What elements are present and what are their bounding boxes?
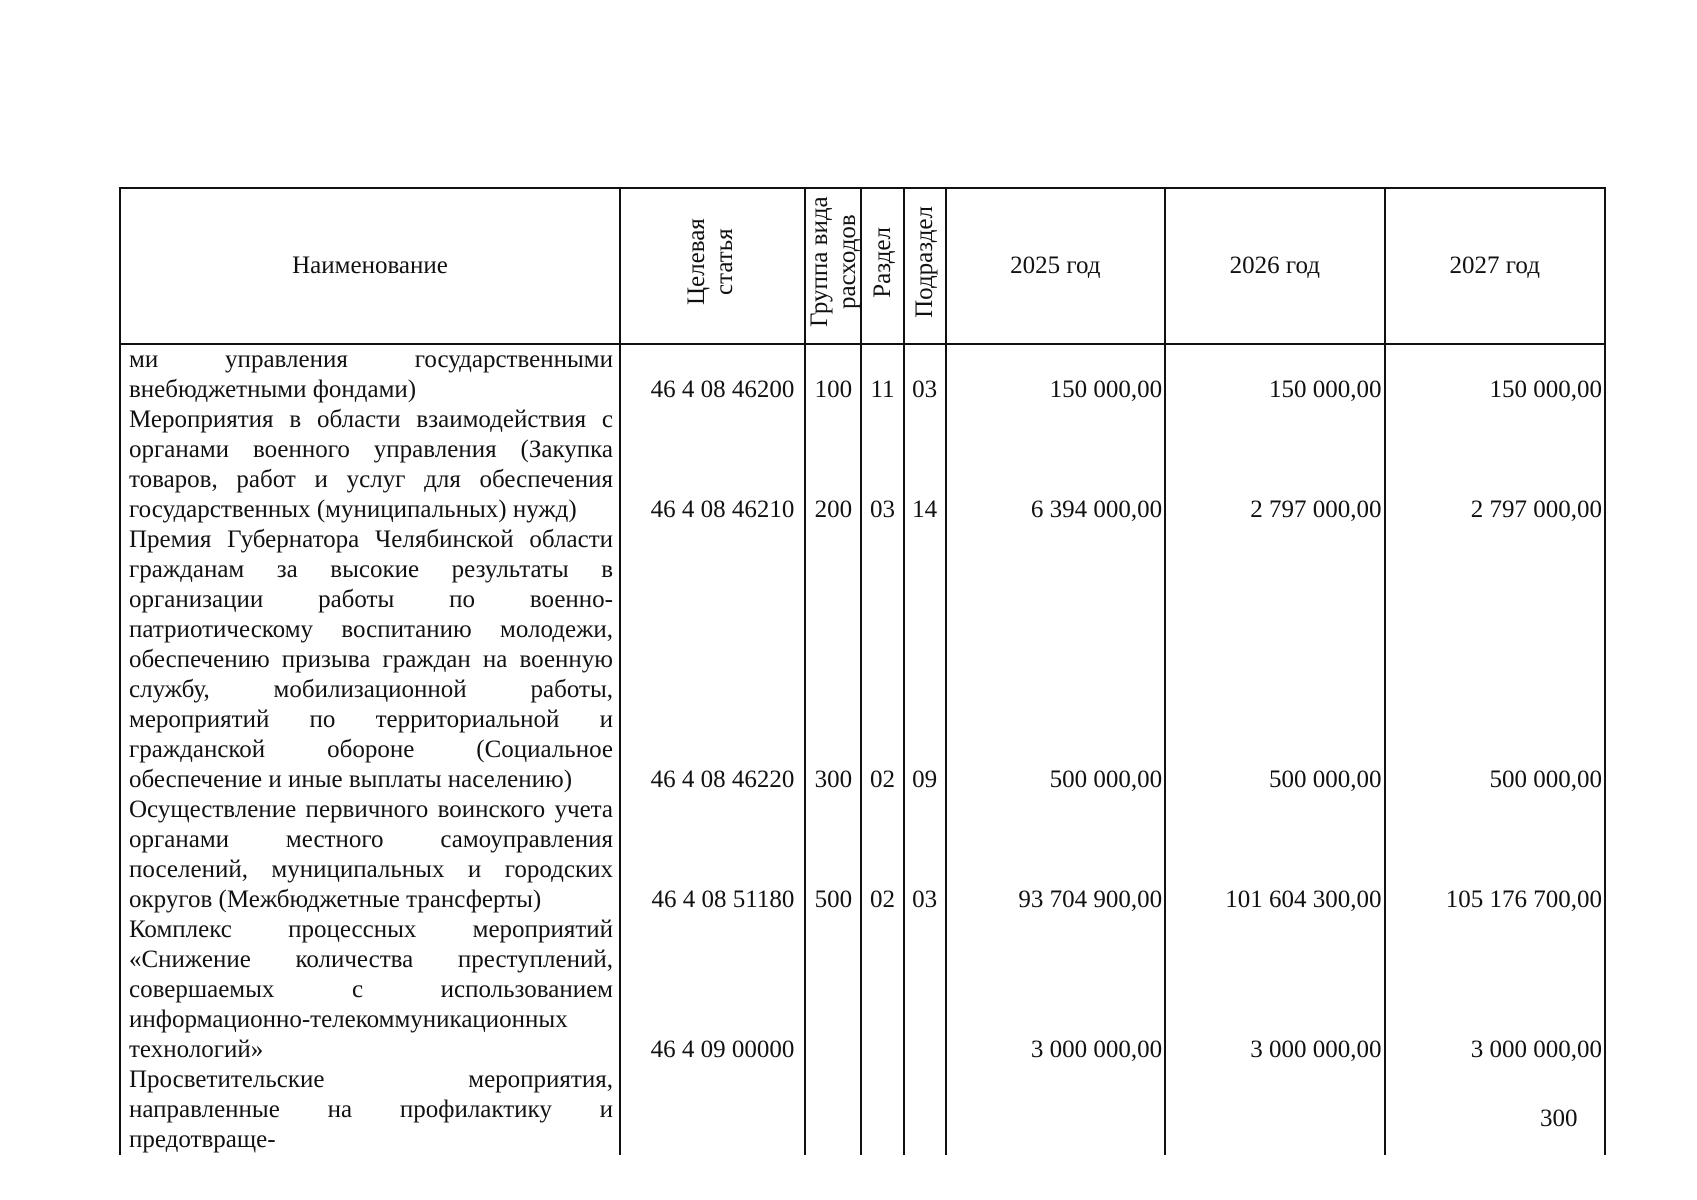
- header-subsection: Подраздел: [904, 188, 946, 344]
- row-subsection: [904, 915, 946, 1065]
- row-name: ми управления государственными внебюджетными фондами): [120, 344, 620, 405]
- row-2027: 2 797 000,00: [1385, 405, 1606, 525]
- row-subsection: 03: [904, 344, 946, 405]
- row-2025: 6 394 000,00: [946, 405, 1165, 525]
- header-2025: 2025 год: [946, 188, 1165, 344]
- row-expense-group: 200: [805, 405, 861, 525]
- row-expense-group: [805, 1065, 861, 1155]
- table-row: [120, 405, 1605, 525]
- row-code: 46 4 08 46220: [620, 525, 805, 795]
- row-2027: 150 000,00: [1385, 344, 1606, 405]
- row-2027: 3 000 000,00: [1385, 915, 1606, 1065]
- row-name: Осуществление первичного воинского учета органами местного самоуправления поселений, муниципальных и городских округов (Межбюджетные трансферты): [120, 795, 620, 915]
- row-2026: 101 604 300,00: [1165, 795, 1384, 915]
- row-name: Мероприятия в области взаимодействия с органами военного управления (Закупка товаров, работ и услуг для обеспечения государственных (муниципальных) нужд): [120, 405, 620, 525]
- row-code: [620, 1065, 805, 1155]
- table-row: [120, 915, 1605, 1065]
- row-name: Комплекс процессных мероприятий «Снижение количества преступлений, совершаемых с использованием информационно-телекоммуникационных технологий»: [120, 915, 620, 1065]
- row-section: [861, 1065, 903, 1155]
- row-2026: [1165, 1065, 1384, 1155]
- budget-table: [119, 187, 1606, 1155]
- table-row: [120, 1065, 1605, 1155]
- table-row: [120, 795, 1605, 915]
- header-2027: 2027 год: [1385, 188, 1606, 344]
- row-2025: 3 000 000,00: [946, 915, 1165, 1065]
- row-2025: 93 704 900,00: [946, 795, 1165, 915]
- row-section: 02: [861, 525, 903, 795]
- row-code: 46 4 08 46200: [620, 344, 805, 405]
- row-section: 11: [861, 344, 903, 405]
- row-2025: 500 000,00: [946, 525, 1165, 795]
- row-2026: 500 000,00: [1165, 525, 1384, 795]
- row-name: Просветительские мероприятия, направленные на профилактику и предотвраще-: [120, 1065, 620, 1155]
- table-row: [120, 525, 1605, 795]
- row-section: 02: [861, 795, 903, 915]
- row-section: 03: [861, 405, 903, 525]
- row-subsection: 14: [904, 405, 946, 525]
- page-number: 300: [1540, 1105, 1578, 1132]
- row-2026: 3 000 000,00: [1165, 915, 1384, 1065]
- row-expense-group: 100: [805, 344, 861, 405]
- header-target-article: Целевая статья: [620, 188, 805, 344]
- row-2025: [946, 1065, 1165, 1155]
- row-2026: 150 000,00: [1165, 344, 1384, 405]
- header-expense-group: Группа вида расходов: [805, 188, 861, 344]
- header-name: Наименование: [120, 188, 620, 344]
- header-section: Раздел: [861, 188, 903, 344]
- row-2026: 2 797 000,00: [1165, 405, 1384, 525]
- row-code: 46 4 09 00000: [620, 915, 805, 1065]
- row-name: Премия Губернатора Челябинской области гражданам за высокие результаты в организации работы по военно-патриотическому воспитанию молодежи, обеспечению призыва граждан на военную службу, мобилизационной работы, мероприятий по территориальной и гражданской обороне (Социальное обеспечение и иные выплаты населению): [120, 525, 620, 795]
- row-subsection: 09: [904, 525, 946, 795]
- header-2026: 2026 год: [1165, 188, 1384, 344]
- row-2027: 105 176 700,00: [1385, 795, 1606, 915]
- row-2025: 150 000,00: [946, 344, 1165, 405]
- row-expense-group: 500: [805, 795, 861, 915]
- table-row: [120, 344, 1605, 405]
- row-2027: 500 000,00: [1385, 525, 1606, 795]
- row-expense-group: 300: [805, 525, 861, 795]
- row-subsection: [904, 1065, 946, 1155]
- row-section: [861, 915, 903, 1065]
- table-header-row: [120, 188, 1605, 344]
- row-subsection: 03: [904, 795, 946, 915]
- row-code: 46 4 08 51180: [620, 795, 805, 915]
- row-code: 46 4 08 46210: [620, 405, 805, 525]
- row-expense-group: [805, 915, 861, 1065]
